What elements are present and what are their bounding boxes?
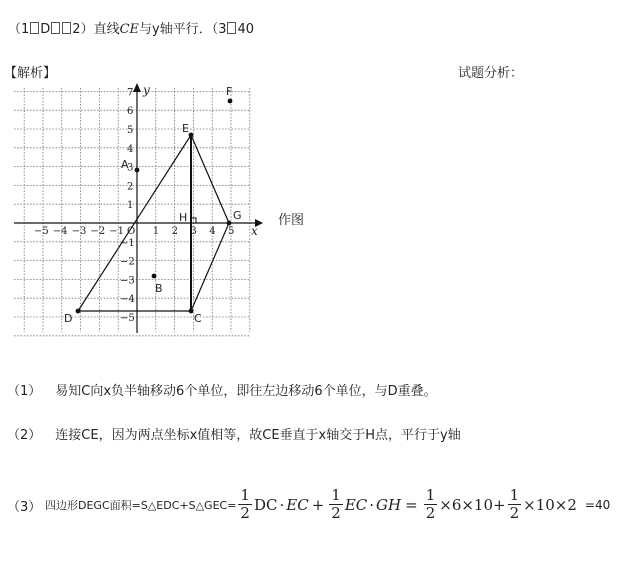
label-b: B xyxy=(155,282,163,295)
step-3-formula xyxy=(45,487,610,522)
y-tick-label: 6 xyxy=(127,106,134,118)
point-f xyxy=(228,99,233,104)
dot: · xyxy=(279,495,285,514)
step-1-num: （1） xyxy=(7,384,42,399)
term-gh: GH xyxy=(376,495,402,514)
x-tick-label: −2 xyxy=(90,226,106,237)
y-tick-label: −5 xyxy=(120,313,135,324)
side-label: 作图 xyxy=(278,213,305,228)
point-a xyxy=(135,168,140,173)
y-tick-label: 3 xyxy=(127,162,134,174)
header-ce: CE xyxy=(119,22,140,37)
point-g xyxy=(227,221,232,226)
analysis-label: 【解析】 xyxy=(4,66,57,81)
label-e: E xyxy=(182,122,189,135)
y-tick-labels xyxy=(120,87,135,324)
x-axis-label: x xyxy=(251,224,258,238)
label-f: F xyxy=(226,85,233,98)
x-tick-label: −4 xyxy=(52,226,68,237)
x-tick-label: −3 xyxy=(71,226,87,237)
fraction-half: $\frac{1}{2}$ xyxy=(331,486,341,522)
fraction-half: $\frac{1}{2}$ xyxy=(425,486,436,522)
analysis-title: 试题分析： xyxy=(458,66,524,81)
x-tick-label: O xyxy=(127,226,136,237)
y-tick-label: 4 xyxy=(127,143,134,155)
point-b xyxy=(152,274,157,279)
y-tick-label: −3 xyxy=(120,275,135,287)
plus: + xyxy=(311,495,325,514)
step-1-text: 易知C向x负半轴移动6个单位，即往左边移动6个单位，与D重叠。 xyxy=(55,384,437,399)
term-dc: DC xyxy=(253,495,278,514)
x-tick-label: −5 xyxy=(34,226,49,237)
x-tick-label: −1 xyxy=(109,226,124,237)
point-d xyxy=(76,309,81,314)
step-1 xyxy=(7,384,437,400)
term-mid-2: ×10×2 xyxy=(523,495,577,514)
point-e xyxy=(189,133,194,138)
label-c: C xyxy=(194,312,202,325)
y-tick-label: −1 xyxy=(120,237,135,249)
header-prefix: （1 xyxy=(8,22,30,37)
x-tick-label: 1 xyxy=(152,226,160,237)
header-garble-2: 2）直线 xyxy=(72,22,120,37)
garbled-glyph xyxy=(227,22,236,34)
y-tick-label: −2 xyxy=(120,256,135,268)
header-line xyxy=(8,22,254,38)
term-mid-1: ×6×10+ xyxy=(439,495,506,514)
step-3-lead: 四边形DEGC面积=S△EDC+S△GEC= xyxy=(45,498,237,512)
x-tick-label: 2 xyxy=(171,226,178,237)
header-suffix: 与y轴平行．（3 xyxy=(139,22,227,37)
y-tick-label: −4 xyxy=(120,294,135,306)
term-ec: EC xyxy=(344,495,368,514)
dot: · xyxy=(369,495,375,514)
y-tick-label: 2 xyxy=(127,181,134,193)
step-2-num: （2） xyxy=(7,428,42,443)
x-tick-label: 5 xyxy=(228,226,235,237)
y-axis-arrow xyxy=(133,83,141,92)
garbled-glyph xyxy=(51,22,60,34)
header-tail: 40 xyxy=(237,22,255,37)
y-tick-label: 7 xyxy=(127,87,134,99)
coordinate-graph xyxy=(10,80,280,340)
step-3-num: （3） xyxy=(7,500,42,515)
term-ec: EC xyxy=(286,495,309,514)
point-c xyxy=(189,309,194,314)
fraction-half: $\frac{1}{2}$ xyxy=(509,486,520,522)
result: =40 xyxy=(584,497,611,512)
label-a: A xyxy=(121,158,129,171)
step-2 xyxy=(7,428,461,444)
label-h: H xyxy=(179,211,188,224)
header-garble-1: D xyxy=(40,22,51,37)
garbled-glyph xyxy=(62,22,71,34)
label-g: G xyxy=(233,209,242,222)
y-tick-label: 1 xyxy=(127,200,134,212)
equals: = xyxy=(405,495,418,514)
x-tick-label: 4 xyxy=(209,226,216,237)
fraction-half: $\frac{1}{2}$ xyxy=(240,486,250,522)
y-tick-label: 5 xyxy=(127,125,134,136)
step-2-text: 连接CE，因为两点坐标x值相等，故CE垂直于x轴交于H点，平行于y轴 xyxy=(55,428,461,443)
x-tick-label: 3 xyxy=(190,226,197,237)
y-axis-label: y xyxy=(143,83,150,97)
label-d: D xyxy=(64,312,73,325)
garbled-glyph xyxy=(30,22,39,34)
x-tick-labels xyxy=(34,226,234,237)
